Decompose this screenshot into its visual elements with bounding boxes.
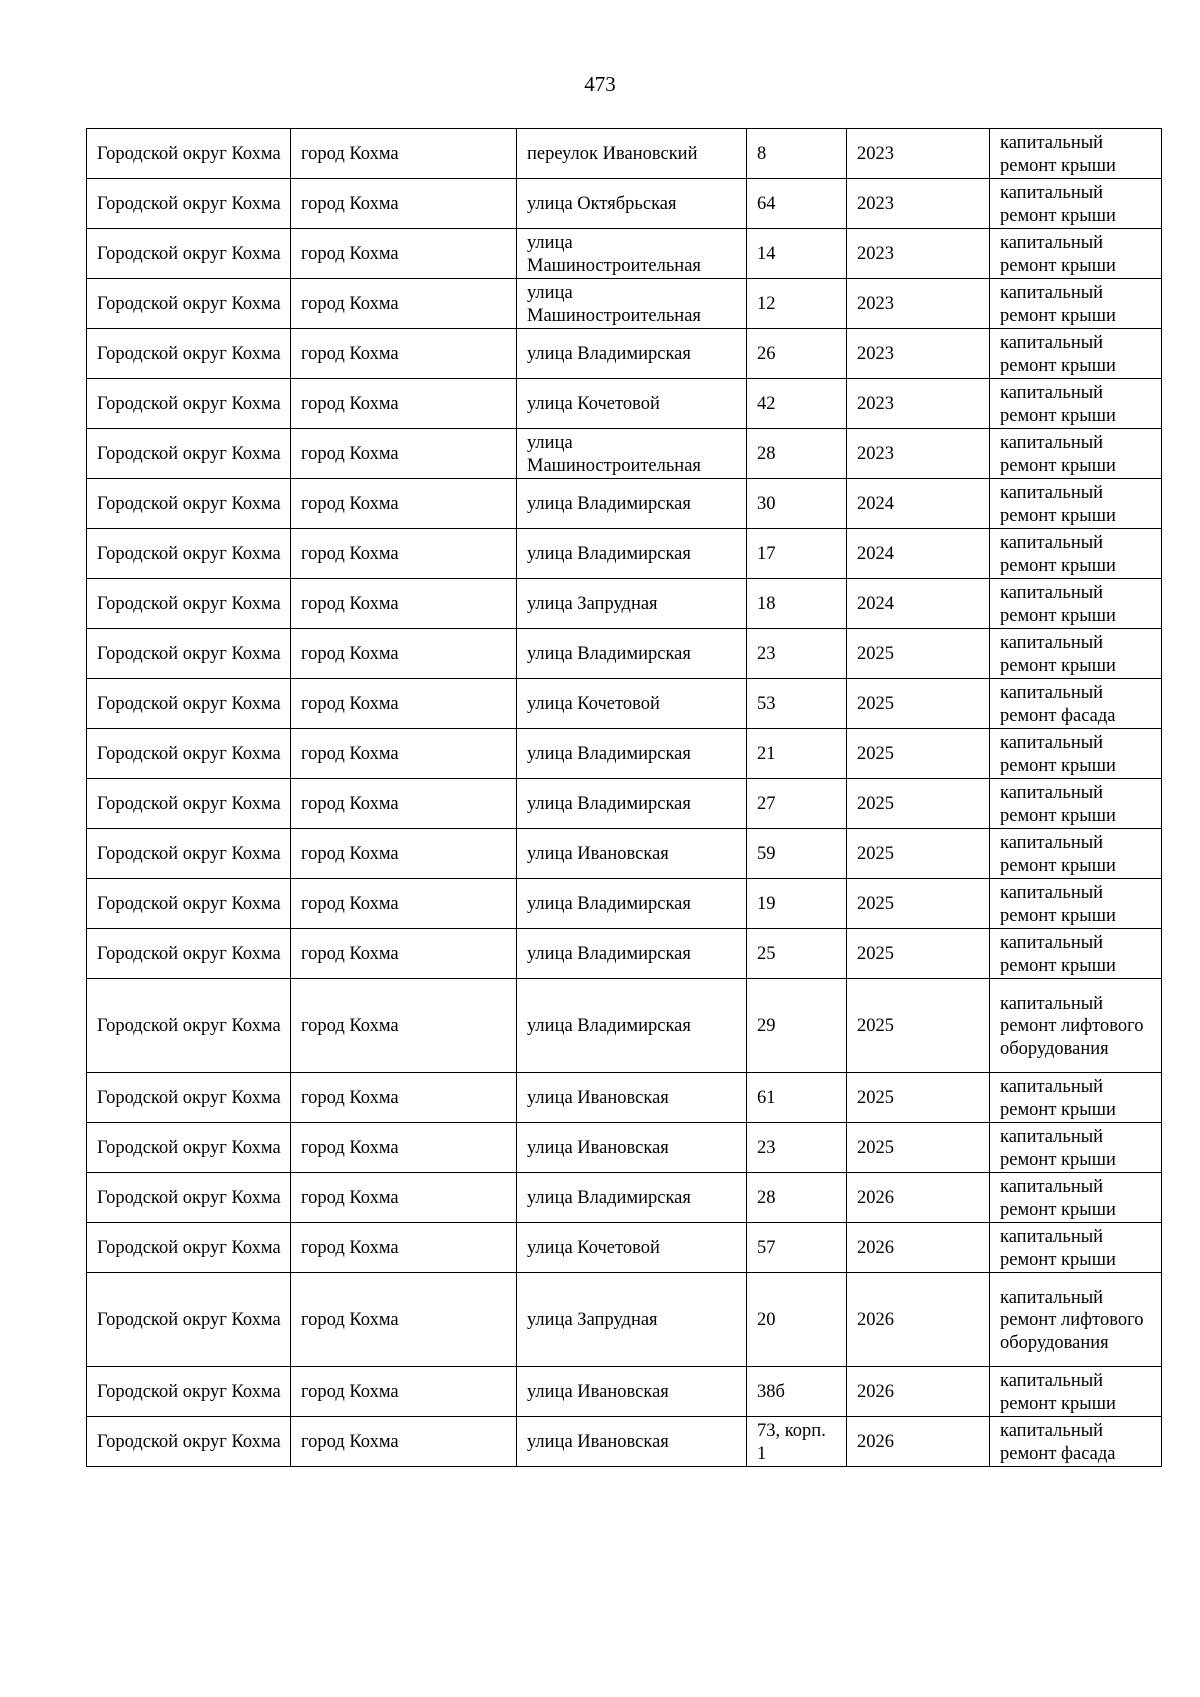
locality-cell: город Кохма: [291, 879, 517, 929]
municipality-cell: Городской округ Кохма: [87, 779, 291, 829]
municipality-cell: Городской округ Кохма: [87, 1367, 291, 1417]
municipality-cell: Городской округ Кохма: [87, 1417, 291, 1467]
table-row: [87, 1417, 1162, 1467]
year-cell: 2026: [847, 1223, 990, 1273]
municipality-cell: Городской округ Кохма: [87, 679, 291, 729]
house-number-cell: 21: [747, 729, 847, 779]
work-type-cell: капитальный ремонт крыши: [990, 929, 1162, 979]
locality-cell: город Кохма: [291, 1417, 517, 1467]
street-cell: улица Запрудная: [517, 1273, 747, 1367]
street-cell: улица Ивановская: [517, 1417, 747, 1467]
house-number-cell: 59: [747, 829, 847, 879]
street-cell: улица Владимирская: [517, 529, 747, 579]
house-number-cell: 27: [747, 779, 847, 829]
locality-cell: город Кохма: [291, 1073, 517, 1123]
municipality-cell: Городской округ Кохма: [87, 529, 291, 579]
house-number-cell: 14: [747, 229, 847, 279]
year-cell: 2025: [847, 879, 990, 929]
work-type-cell: капитальный ремонт крыши: [990, 529, 1162, 579]
locality-cell: город Кохма: [291, 179, 517, 229]
year-cell: 2025: [847, 1073, 990, 1123]
municipality-cell: Городской округ Кохма: [87, 1223, 291, 1273]
house-number-cell: 17: [747, 529, 847, 579]
locality-cell: город Кохма: [291, 1273, 517, 1367]
work-type-cell: капитальный ремонт крыши: [990, 379, 1162, 429]
street-cell: улица Запрудная: [517, 579, 747, 629]
year-cell: 2023: [847, 429, 990, 479]
table-row: [87, 929, 1162, 979]
locality-cell: город Кохма: [291, 679, 517, 729]
table-row: [87, 129, 1162, 179]
work-type-cell: капитальный ремонт фасада: [990, 1417, 1162, 1467]
house-number-cell: 73, корп. 1: [747, 1417, 847, 1467]
work-type-cell: капитальный ремонт крыши: [990, 1123, 1162, 1173]
work-type-cell: капитальный ремонт крыши: [990, 879, 1162, 929]
table-row: [87, 779, 1162, 829]
table-row: [87, 979, 1162, 1073]
municipality-cell: Городской округ Кохма: [87, 229, 291, 279]
locality-cell: город Кохма: [291, 979, 517, 1073]
locality-cell: город Кохма: [291, 579, 517, 629]
work-type-cell: капитальный ремонт крыши: [990, 1173, 1162, 1223]
house-number-cell: 25: [747, 929, 847, 979]
municipality-cell: Городской округ Кохма: [87, 979, 291, 1073]
locality-cell: город Кохма: [291, 529, 517, 579]
house-number-cell: 29: [747, 979, 847, 1073]
street-cell: улица Ивановская: [517, 1123, 747, 1173]
work-type-cell: капитальный ремонт лифтового оборудования: [990, 979, 1162, 1073]
house-number-cell: 28: [747, 1173, 847, 1223]
work-type-cell: капитальный ремонт крыши: [990, 429, 1162, 479]
work-type-cell: капитальный ремонт крыши: [990, 579, 1162, 629]
year-cell: 2026: [847, 1367, 990, 1417]
locality-cell: город Кохма: [291, 929, 517, 979]
house-number-cell: 20: [747, 1273, 847, 1367]
municipality-cell: Городской округ Кохма: [87, 429, 291, 479]
work-type-cell: капитальный ремонт крыши: [990, 479, 1162, 529]
locality-cell: город Кохма: [291, 279, 517, 329]
house-number-cell: 53: [747, 679, 847, 729]
table-row: [87, 1273, 1162, 1367]
municipality-cell: Городской округ Кохма: [87, 729, 291, 779]
municipality-cell: Городской округ Кохма: [87, 629, 291, 679]
locality-cell: город Кохма: [291, 779, 517, 829]
locality-cell: город Кохма: [291, 1123, 517, 1173]
municipality-cell: Городской округ Кохма: [87, 379, 291, 429]
year-cell: 2026: [847, 1417, 990, 1467]
year-cell: 2024: [847, 529, 990, 579]
house-number-cell: 42: [747, 379, 847, 429]
house-number-cell: 8: [747, 129, 847, 179]
table-row: [87, 879, 1162, 929]
year-cell: 2023: [847, 129, 990, 179]
work-type-cell: капитальный ремонт лифтового оборудования: [990, 1273, 1162, 1367]
house-number-cell: 28: [747, 429, 847, 479]
municipality-cell: Городской округ Кохма: [87, 279, 291, 329]
street-cell: улица Ивановская: [517, 829, 747, 879]
street-cell: улица Кочетовой: [517, 679, 747, 729]
house-number-cell: 38б: [747, 1367, 847, 1417]
municipality-cell: Городской округ Кохма: [87, 1073, 291, 1123]
municipality-cell: Городской округ Кохма: [87, 179, 291, 229]
street-cell: улица Владимирская: [517, 929, 747, 979]
work-type-cell: капитальный ремонт крыши: [990, 1367, 1162, 1417]
locality-cell: город Кохма: [291, 829, 517, 879]
work-type-cell: капитальный ремонт крыши: [990, 1223, 1162, 1273]
house-number-cell: 18: [747, 579, 847, 629]
house-number-cell: 23: [747, 1123, 847, 1173]
repair-schedule-table: [86, 128, 1162, 1467]
municipality-cell: Городской округ Кохма: [87, 879, 291, 929]
street-cell: улица Машиностроительная: [517, 279, 747, 329]
work-type-cell: капитальный ремонт крыши: [990, 779, 1162, 829]
locality-cell: город Кохма: [291, 129, 517, 179]
municipality-cell: Городской округ Кохма: [87, 1123, 291, 1173]
year-cell: 2026: [847, 1273, 990, 1367]
table-row: [87, 529, 1162, 579]
table-row: [87, 729, 1162, 779]
street-cell: улица Ивановская: [517, 1073, 747, 1123]
table-row: [87, 379, 1162, 429]
locality-cell: город Кохма: [291, 379, 517, 429]
table-row: [87, 829, 1162, 879]
street-cell: переулок Ивановский: [517, 129, 747, 179]
municipality-cell: Городской округ Кохма: [87, 1173, 291, 1223]
table-row: [87, 329, 1162, 379]
locality-cell: город Кохма: [291, 1223, 517, 1273]
municipality-cell: Городской округ Кохма: [87, 579, 291, 629]
street-cell: улица Владимирская: [517, 329, 747, 379]
year-cell: 2025: [847, 1123, 990, 1173]
table-row: [87, 179, 1162, 229]
table-body: [87, 129, 1162, 1467]
year-cell: 2023: [847, 329, 990, 379]
municipality-cell: Городской округ Кохма: [87, 929, 291, 979]
house-number-cell: 61: [747, 1073, 847, 1123]
work-type-cell: капитальный ремонт крыши: [990, 179, 1162, 229]
house-number-cell: 26: [747, 329, 847, 379]
year-cell: 2024: [847, 479, 990, 529]
house-number-cell: 30: [747, 479, 847, 529]
year-cell: 2023: [847, 379, 990, 429]
street-cell: улица Октябрьская: [517, 179, 747, 229]
street-cell: улица Ивановская: [517, 1367, 747, 1417]
municipality-cell: Городской округ Кохма: [87, 129, 291, 179]
street-cell: улица Машиностроительная: [517, 429, 747, 479]
work-type-cell: капитальный ремонт крыши: [990, 279, 1162, 329]
table-row: [87, 1123, 1162, 1173]
house-number-cell: 12: [747, 279, 847, 329]
street-cell: улица Кочетовой: [517, 379, 747, 429]
year-cell: 2025: [847, 979, 990, 1073]
work-type-cell: капитальный ремонт крыши: [990, 1073, 1162, 1123]
street-cell: улица Владимирская: [517, 729, 747, 779]
work-type-cell: капитальный ремонт крыши: [990, 729, 1162, 779]
work-type-cell: капитальный ремонт крыши: [990, 229, 1162, 279]
table-row: [87, 1173, 1162, 1223]
locality-cell: город Кохма: [291, 1367, 517, 1417]
table-row: [87, 1223, 1162, 1273]
year-cell: 2023: [847, 179, 990, 229]
year-cell: 2025: [847, 929, 990, 979]
street-cell: улица Владимирская: [517, 629, 747, 679]
table-row: [87, 679, 1162, 729]
table-row: [87, 429, 1162, 479]
locality-cell: город Кохма: [291, 329, 517, 379]
street-cell: улица Машиностроительная: [517, 229, 747, 279]
street-cell: улица Владимирская: [517, 779, 747, 829]
work-type-cell: капитальный ремонт крыши: [990, 829, 1162, 879]
street-cell: улица Владимирская: [517, 1173, 747, 1223]
municipality-cell: Городской округ Кохма: [87, 329, 291, 379]
locality-cell: город Кохма: [291, 429, 517, 479]
table-row: [87, 279, 1162, 329]
table-row: [87, 629, 1162, 679]
locality-cell: город Кохма: [291, 479, 517, 529]
locality-cell: город Кохма: [291, 229, 517, 279]
year-cell: 2026: [847, 1173, 990, 1223]
municipality-cell: Городской округ Кохма: [87, 829, 291, 879]
street-cell: улица Владимирская: [517, 479, 747, 529]
locality-cell: город Кохма: [291, 629, 517, 679]
year-cell: 2025: [847, 629, 990, 679]
page-number: 473: [584, 72, 616, 96]
work-type-cell: капитальный ремонт крыши: [990, 129, 1162, 179]
house-number-cell: 19: [747, 879, 847, 929]
street-cell: улица Владимирская: [517, 879, 747, 929]
year-cell: 2023: [847, 229, 990, 279]
year-cell: 2023: [847, 279, 990, 329]
year-cell: 2025: [847, 779, 990, 829]
house-number-cell: 23: [747, 629, 847, 679]
locality-cell: город Кохма: [291, 729, 517, 779]
table-row: [87, 1367, 1162, 1417]
work-type-cell: капитальный ремонт крыши: [990, 629, 1162, 679]
year-cell: 2025: [847, 829, 990, 879]
street-cell: улица Кочетовой: [517, 1223, 747, 1273]
street-cell: улица Владимирская: [517, 979, 747, 1073]
house-number-cell: 64: [747, 179, 847, 229]
work-type-cell: капитальный ремонт крыши: [990, 329, 1162, 379]
table-row: [87, 479, 1162, 529]
work-type-cell: капитальный ремонт фасада: [990, 679, 1162, 729]
house-number-cell: 57: [747, 1223, 847, 1273]
municipality-cell: Городской округ Кохма: [87, 479, 291, 529]
table-row: [87, 1073, 1162, 1123]
locality-cell: город Кохма: [291, 1173, 517, 1223]
year-cell: 2024: [847, 579, 990, 629]
year-cell: 2025: [847, 679, 990, 729]
year-cell: 2025: [847, 729, 990, 779]
municipality-cell: Городской округ Кохма: [87, 1273, 291, 1367]
table-row: [87, 229, 1162, 279]
table-row: [87, 579, 1162, 629]
